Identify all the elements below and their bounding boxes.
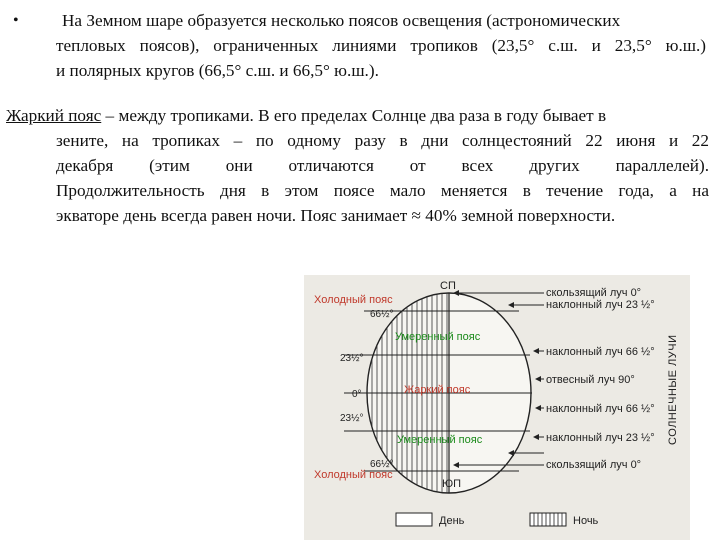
zone-cold-south: Холодный пояс bbox=[314, 469, 393, 481]
ray-label-1: скользящий луч 0° bbox=[546, 287, 642, 299]
paragraph1-line-3: и полярных кругов (66,5° с.ш. и 66,5° ю.ш.). bbox=[56, 61, 379, 80]
zone-cold-north: Холодный пояс bbox=[314, 294, 393, 306]
paragraph2-line-4: Продолжительность дня в этом поясе мало меняется в течение года, а на bbox=[56, 181, 709, 200]
paragraph2-line-1 bbox=[6, 103, 709, 128]
ray-label-3: наклонный луч 66 ½° bbox=[546, 346, 655, 358]
latitude-label-23n: 23½° bbox=[340, 353, 364, 364]
ray-label-5: наклонный луч 66 ½° bbox=[546, 403, 655, 415]
ray-label-6: наклонный луч 23 ½° bbox=[546, 432, 655, 444]
latitude-label-66s: 66½° bbox=[370, 459, 394, 470]
hot-belt-term: Жаркий пояс bbox=[6, 106, 102, 125]
figure-drawing bbox=[304, 275, 690, 540]
illumination-belts-figure bbox=[304, 275, 690, 540]
legend-night-swatch bbox=[530, 513, 566, 526]
legend-day-swatch bbox=[396, 513, 432, 526]
south-pole-label: ЮП bbox=[442, 478, 462, 490]
zone-hot: Жаркий пояс bbox=[404, 384, 471, 396]
legend-night-label: Ночь bbox=[573, 515, 599, 527]
paragraph2-line-1-rest: – между тропиками. В его пределах Солнце два раза в году бывает в bbox=[101, 106, 607, 125]
paragraph-hot-belt bbox=[6, 103, 709, 228]
ray-label-7: скользящий луч 0° bbox=[546, 459, 642, 471]
paragraph-illumination-belts bbox=[56, 8, 706, 83]
bullet-marker: • bbox=[13, 12, 19, 29]
sun-rays-caption: СОЛНЕЧНЫЕ ЛУЧИ bbox=[667, 334, 679, 445]
ray-label-4: отвесный луч 90° bbox=[546, 374, 635, 386]
latitude-label-66n: 66½° bbox=[370, 309, 394, 320]
zone-temperate-south: Умеренный пояс bbox=[397, 434, 483, 446]
paragraph2-line-3: декабря (этим они отличаются от всех других параллелей). bbox=[56, 156, 709, 175]
zone-temperate-north: Умеренный пояс bbox=[395, 331, 481, 343]
paragraph2-line-2: зените, на тропиках – по одному разу в дни солнцестояний 22 июня и 22 bbox=[56, 131, 709, 150]
paragraph1-line-2: тепловых поясов), ограниченных линиями тропиков (23,5° с.ш. и 23,5° ю.ш.) bbox=[56, 36, 706, 55]
paragraph1-line-1: На Земном шаре образуется несколько поясов освещения (астрономических bbox=[62, 11, 621, 30]
legend-day-label: День bbox=[439, 515, 465, 527]
north-pole-label: СП bbox=[440, 280, 456, 292]
paragraph2-line-5: экваторе день всегда равен ночи. Пояс занимает ≈ 40% земной поверхности. bbox=[56, 206, 616, 225]
ray-label-2: наклонный луч 23 ½° bbox=[546, 299, 655, 311]
latitude-label-23s: 23½° bbox=[340, 413, 364, 424]
latitude-label-equator: 0° bbox=[352, 389, 362, 400]
